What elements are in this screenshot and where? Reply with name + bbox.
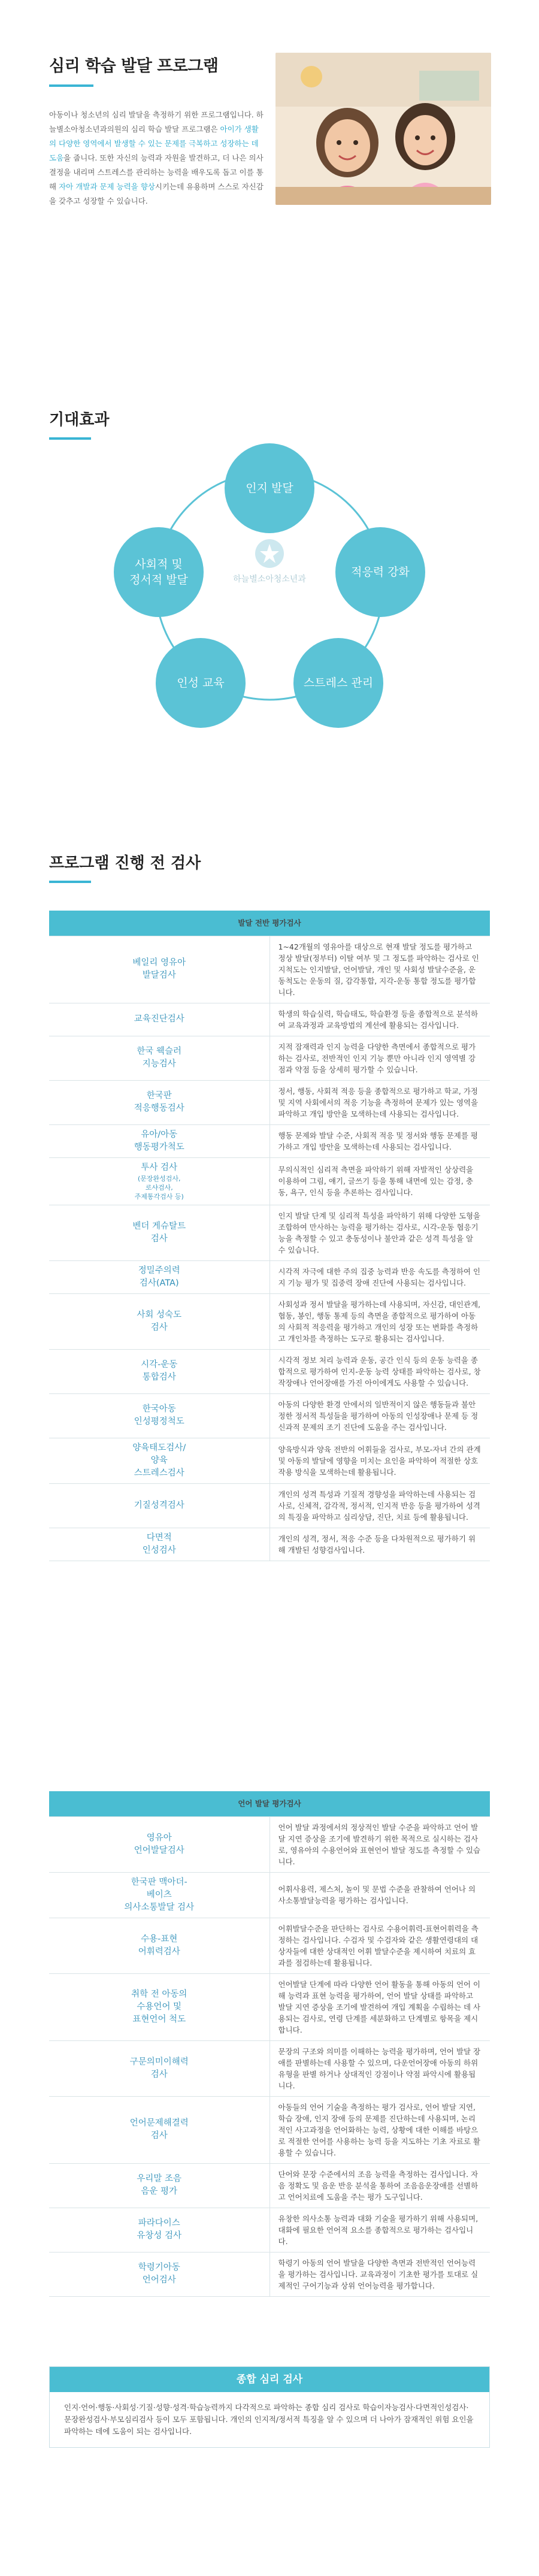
table-header-row (49, 911, 490, 936)
comprehensive-test-header: 종합 심리 검사 (50, 2367, 489, 2392)
test-description: 사회성과 정서 발달을 평가하는데 사용되며, 자신감, 대인관계, 협동, 봉인, 행동 통제 등의 측면을 종합적으로 평가하여 아동의 사회적 적응력을 평가하고 개인의 성장 또는 변화를 측정하고 개인차를 측정하는 도구로 활용되는 검사입니다. (270, 1293, 490, 1349)
test-name (49, 2163, 270, 2208)
test-name-label: 교육진단검사 (134, 1014, 184, 1024)
effect-label: 스트레스 관리 (303, 676, 374, 690)
table-row (49, 1483, 490, 1528)
test-name-sub: (문장완성검사, 로샤검사, 주제통각검사 등) (134, 1174, 184, 1201)
test-name (49, 1124, 270, 1157)
test-description: 언어 발달 과정에서의 정상적인 발달 수준을 파악하고 언어 발달 지연 증상을 조기에 발견하기 위한 목적으로 실시하는 검사로, 영유아의 수용언어와 표현언어 발달 정도를 측정할 수 있습니다. (270, 1816, 490, 1872)
test-name-label: 한국 웩슬러 지능검사 (137, 1047, 182, 1069)
table-row (49, 936, 490, 1003)
children-illustration (275, 53, 491, 205)
table-row (49, 1872, 490, 1918)
intro-title: 심리 학습 발달 프로그램 (49, 57, 219, 75)
test-description: 시각적 정보 처리 능력과 운동, 공간 인식 등의 운동 능력을 종합적으로 평가하여 인지-운동 능력 상태를 파악하는 검사로, 창작장애나 언어장애를 가진 아이에게도 사용할 수 있습니다. (270, 1349, 490, 1393)
table-row (49, 1124, 490, 1157)
test-name (49, 1973, 270, 2040)
table-row (49, 1973, 490, 2040)
test-name-label: 투사 검사 (141, 1162, 178, 1172)
intro-text-highlight: 자아 개발과 문제 능력을 향상 (59, 182, 155, 191)
test-description: 학령기 아동의 언어 발달을 다양한 측면과 전반적인 언어능력을 평가하는 검사입니다. 교육과정이 기초한 평가를 토대로 실제적인 구어기능과 상위 언어능력을 평가합니다. (270, 2252, 490, 2296)
test-name-label: 한국아동 인성평정척도 (134, 1404, 184, 1426)
table-header-row (49, 1791, 490, 1816)
test-description: 단어와 문장 수준에서의 조음 능력을 측정하는 검사입니다. 자음 정확도 및 음운 반응 분석을 통하여 조음음운장애를 선별하고 언어치료에 도움을 주는 평가 도구입니다. (270, 2163, 490, 2208)
table-row (49, 1205, 490, 1260)
test-description: 어휘발달수준을 판단하는 검사로 수용어휘력-표현어휘력을 측정하는 검사입니다. 수검자 및 수검자와 같은 생활연령대의 대상자들에 대한 상대적인 어휘 발달수준을 제시하여 치료의 효과를 점검하는데 활용됩니다. (270, 1918, 490, 1973)
test-name (49, 1080, 270, 1124)
test-description: 어휘사용력, 제스처, 놀이 및 문법 수준을 관찰하여 언어나 의사소통발달능력을 평가하는 검사입니다. (270, 1872, 490, 1918)
test-name (49, 1438, 270, 1483)
test-description: 아동의 다양한 환경 안에서의 일반적이지 않은 행동들과 불안정한 정서적 특성들을 평가하여 아동의 인성장애나 문제 등 정신과적 문제의 조기 진단에 도움을 주는 검사입니다. (270, 1393, 490, 1438)
test-name (49, 1157, 270, 1205)
effects-title: 기대효과 (49, 411, 110, 429)
table-row (49, 1528, 490, 1561)
test-name-label: 우리말 조음 음운 평가 (137, 2174, 182, 2196)
test-description: 1~42개월의 영유아를 대상으로 현재 발달 정도를 평가하고 정상 발달(정부터) 이탈 여부 및 그 정도를 파악하는 검사로 인지척도는 인지발달, 언어발달, 개인 및 사회성 발달수준을, 운동척도는 운동의 질, 감각통합, 지각-운동 통합 정도를 평가합니다. (270, 936, 490, 1003)
general-development-table (49, 911, 490, 1561)
test-description: 인지 발달 단계 및 심리적 특성을 파악하기 위해 다양한 도형을 조합하여 만사하는 능력을 평가하는 검사로, 시각-운동 협응기능을 측정할 수 있고 충동성이나 불안과 같은 성격 특성을 알 수 있습니다. (270, 1205, 490, 1260)
table-row (49, 1157, 490, 1205)
test-name-label: 베일리 영유아 발달검사 (132, 958, 186, 980)
test-description: 정서, 행동, 사회적 적응 등을 종합적으로 평가하고 학교, 가정 및 지역 사회에서의 적응 기능을 측정하여 문제가 있는 영역을 파악하고 개입 방안을 모색하는데 사용되는 검사입니다. (270, 1080, 490, 1124)
test-description: 학생의 학습실력, 학습태도, 학습환경 등을 종합적으로 분석하여 교육과정과 교육방법의 계선에 활용되는 검사입니다. (270, 1003, 490, 1036)
table-row (49, 1349, 490, 1393)
test-name-label: 유아/아동 행동평가척도 (134, 1129, 184, 1152)
test-name (49, 1872, 270, 1918)
table-row (49, 1080, 490, 1124)
effects-title-underline (49, 437, 91, 440)
test-description: 문장의 구조와 의미를 이해하는 능력을 평가하며, 언어 발달 장애를 판별하는데 사용할 수 있으며, 다운언어장애 아동의 하위유형을 판별 하거나 상대적인 강점이나 약점 파악시에 활용됩니다. (270, 2040, 490, 2096)
test-name-label: 기질성격검사 (134, 1500, 184, 1510)
table-row (49, 2040, 490, 2096)
test-name (49, 1036, 270, 1080)
effect-label: 적응력 강화 (351, 566, 410, 579)
effect-character-education (156, 638, 246, 728)
test-name-label: 양육태도검사/ 양육 스트레스검사 (132, 1443, 186, 1478)
test-name (49, 936, 270, 1003)
test-name (49, 2040, 270, 2096)
test-name-label: 학령기아동 언어검사 (138, 2263, 180, 2285)
test-name (49, 1205, 270, 1260)
effects-section (0, 383, 539, 719)
table-row (49, 1438, 490, 1483)
effect-label: 사회적 및 정서적 발달 (129, 558, 188, 586)
effect-stress-management (293, 638, 383, 728)
table-row (49, 1918, 490, 1973)
test-name (49, 2208, 270, 2252)
test-name (49, 1816, 270, 1872)
intro-text-part: 아동이나 청소년의 심리 발달을 측정하기 위한 프로그램입니다. 하늘별소아청소년과의원의 심리 학습 발달 프로그램은 (49, 110, 264, 134)
program-title-underline (49, 881, 91, 883)
test-name (49, 2252, 270, 2296)
intro-title-underline (49, 84, 93, 87)
test-name-label: 구문의미이해력 검사 (129, 2057, 189, 2079)
test-name (49, 1003, 270, 1036)
test-name (49, 1918, 270, 1973)
test-name-label: 다면적 인성검사 (142, 1532, 176, 1555)
test-name (49, 2096, 270, 2163)
intro-text-part: 을 줍니다. 또한 자신의 능력과 자원을 발견하고, 더 나은 의사 결정을 내리며 스트레스를 관리하는 능력을 배우도록 돕고 이를 통해 (49, 153, 264, 191)
effect-label: 인성 교육 (177, 676, 225, 690)
effect-label: 인지 발달 (246, 482, 293, 495)
table-header: 언어 발달 평가검사 (238, 1799, 301, 1809)
table-row (49, 1003, 490, 1036)
table-row (49, 2096, 490, 2163)
table-row (49, 1293, 490, 1349)
test-description: 유창한 의사소통 능력과 대화 기술을 평가하기 위해 사용되며, 대화에 필요한 언어적 요소를 종합적으로 평가하는 검사입니다. (270, 2208, 490, 2252)
test-description: 언어발달 단계에 따라 다양한 언어 활동을 통해 아동의 언어 이해 능력과 표현 능력을 평가하여, 언어 발달 상태를 파악하고 발달 지연 증상을 조기에 발견하여 개입 계획을 수립하는 데 사용되는 검사로, 연령 단계를 세분화하고 단계별로 항목을 제시합니다. (270, 1973, 490, 2040)
test-description: 무의식적인 심리적 측면을 파악하기 위해 자발적인 상상력을 이용하여 그림, 얘기, 글쓰기 등을 통해 내면에 있는 감정, 충동, 욕구, 인식 등을 추론하는 검사입니다. (270, 1157, 490, 1205)
test-description: 지적 잠재력과 인지 능력을 다양한 측면에서 종합적으로 평가하는 검사로, 전반적인 인지 기능 뿐만 아니라 인지 영역별 강점과 약점 등을 상세히 평가할 수 있습니다. (270, 1036, 490, 1080)
test-name-label: 사회 성숙도 검사 (137, 1310, 182, 1332)
intro-text-part: 시키는데 유용하며 스스로 자신감을 갖추고 성장할 수 있습니다. (49, 182, 264, 205)
test-name-label: 정밀주의력 검사(ATA) (138, 1265, 180, 1288)
table-row (49, 2252, 490, 2296)
test-name-label: 영유아 언어발달검사 (134, 1833, 184, 1855)
test-name (49, 1260, 270, 1293)
test-description: 양육방식과 양육 전반의 어휘들을 검사로, 부모-자녀 간의 관계 및 아동의 발달에 영향을 미치는 요인을 파악하여 적절한 상호작용 방식을 모색하는데 활용됩니다. (270, 1438, 490, 1483)
test-name (49, 1293, 270, 1349)
center-logo (216, 539, 323, 611)
test-description: 행동 문제와 발달 수준, 사회적 적응 및 정서와 행동 문제를 평가하고 개입 방안을 모색하는데 사용되는 검사입니다. (270, 1124, 490, 1157)
test-description: 시각적 자극에 대한 주의 집중 능력과 반응 속도를 측정하여 인지 기능 평가 및 집중력 장애 진단에 사용되는 검사입니다. (270, 1260, 490, 1293)
effect-cognitive-development (225, 443, 314, 533)
table-row (49, 1260, 490, 1293)
test-name-label: 수용-표현 어휘력검사 (138, 1934, 180, 1957)
logo-text: 하늘별소아청소년과 (233, 575, 306, 584)
test-name-label: 한국판 맥아더- 베이츠 의사소통발달 검사 (124, 1877, 195, 1912)
language-development-table (49, 1791, 490, 2297)
logo-icon (255, 539, 284, 568)
comprehensive-test-box (49, 2366, 490, 2448)
test-name (49, 1528, 270, 1561)
test-name-label: 한국판 적응행동검사 (134, 1091, 184, 1113)
test-name (49, 1349, 270, 1393)
table-row (49, 2163, 490, 2208)
intro-description (49, 108, 265, 208)
test-name-label: 언어문제해결력 검사 (129, 2118, 189, 2140)
program-title: 프로그램 진행 전 검사 (49, 854, 201, 872)
test-description: 개인의 성격, 정서, 적응 수준 등을 다차원적으로 평가하기 위해 개발된 성향검사입니다. (270, 1528, 490, 1561)
table-row (49, 2208, 490, 2252)
effects-cycle-diagram (84, 443, 455, 725)
intro-text-highlight: 아이가 생활의 다양한 영역에서 발생할 수 있는 문제를 극복하고 성장하는 데 도움 (49, 125, 259, 162)
table-row (49, 1393, 490, 1438)
effect-adaptability (335, 527, 425, 617)
test-name-label: 벤더 게슈탈트 검사 (132, 1221, 186, 1244)
table-header: 발달 전반 평가검사 (238, 918, 301, 928)
test-name-label: 시각-운동 통합검사 (141, 1360, 178, 1382)
table-row (49, 1816, 490, 1872)
effect-social-emotional (114, 527, 204, 617)
test-description: 아동들의 언어 기술을 측정하는 평가 검사로, 언어 발달 지연, 학습 장애, 인지 장애 등의 문제를 진단하는데 사용되며, 논리적인 사고과정을 언어화하는 능력, 상황에 대한 이해를 바탕으로 적절한 언어를 사용하는 능력 등을 지도하는 기초 자료로 활용할 수 있습니다. (270, 2096, 490, 2163)
test-description: 개인의 성격 특성과 기질적 경향성을 파악하는데 사용되는 검사로, 신체적, 감각적, 정서적, 인지적 반응 등을 평가하여 성격의 특징을 파악하고 심리상담, 진단, 치료 등에 활용됩니다. (270, 1483, 490, 1528)
children-photo (275, 53, 491, 205)
test-name (49, 1483, 270, 1528)
intro-section (49, 53, 492, 244)
test-name-label: 취학 전 아동의 수용언어 및 표현언어 척도 (131, 1989, 187, 2024)
test-name (49, 1393, 270, 1438)
comprehensive-test-description: 인지·언어·행동·사회성·기질·성향·성격·학습능력까지 다각적으로 파악하는 종합 심리 검사로 학습이자능검사·다면적인성검사·문장완성검사·부모심리검사 등이 모두 포함됩니다. 개인의 인지적/정서적 특징을 알 수 있으며 더 나아가 잠재적인 위험 요인을 파악하는 데에 도움이 되는 검사입니다. (64, 2403, 474, 2436)
test-name-label: 파라다이스 유창성 검사 (137, 2218, 182, 2241)
table-row (49, 1036, 490, 1080)
